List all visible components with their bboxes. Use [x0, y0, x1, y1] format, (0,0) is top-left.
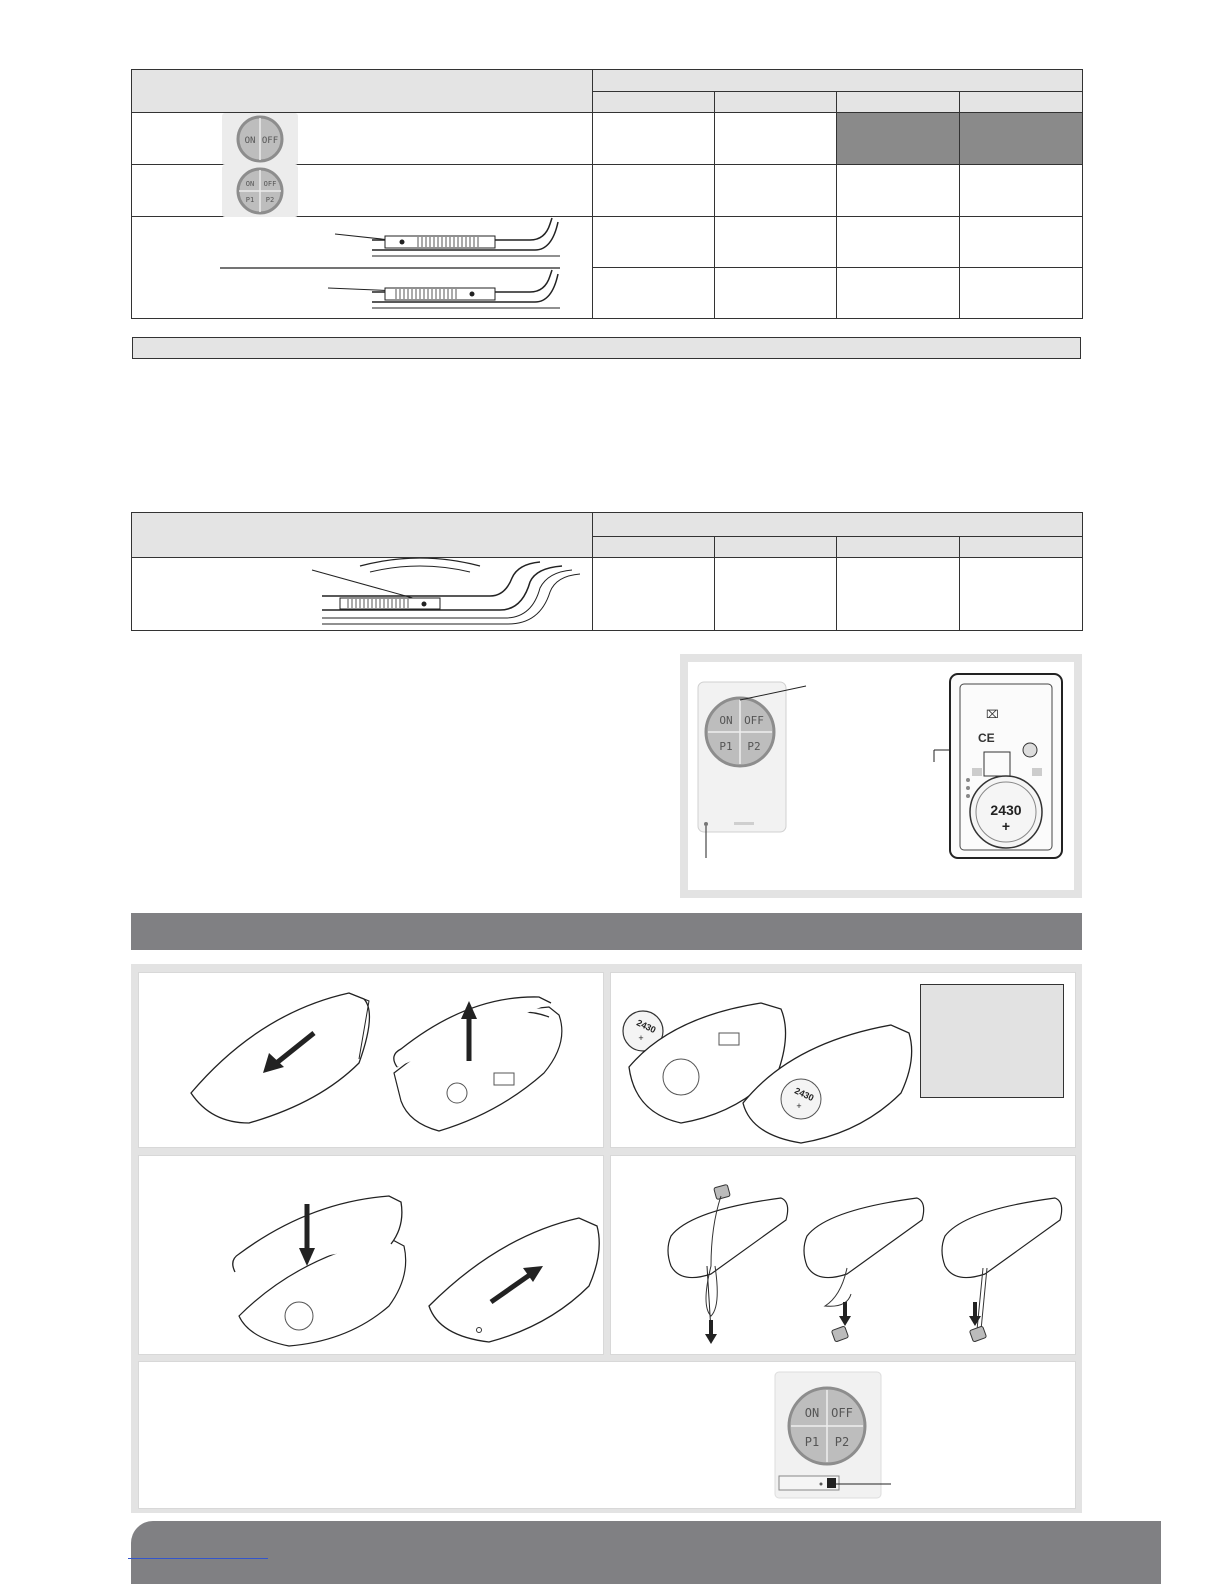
table1-cell [593, 165, 715, 217]
table2-header-left [132, 513, 593, 558]
table2-subheader-2 [715, 537, 837, 558]
table2-cell [837, 558, 960, 631]
table2-subheader-3 [837, 537, 960, 558]
table1-subheader-3 [837, 92, 960, 113]
table1-header-group [593, 70, 1083, 92]
two-button-remote-image [222, 113, 298, 165]
table1-cell [960, 268, 1083, 319]
table1-cell [715, 165, 837, 217]
table1-subheader-4 [960, 92, 1083, 113]
svg-text:ON: ON [804, 1406, 820, 1420]
table1-cell [960, 165, 1083, 217]
switch-closeup-diagram [300, 558, 590, 632]
svg-text:P1: P1 [719, 740, 733, 753]
svg-text:OFF: OFF [831, 1406, 853, 1420]
on-label: ON [244, 136, 256, 146]
note-bar [132, 337, 1081, 359]
table1-row-two-button [132, 113, 593, 165]
waste-bin-icon: ⌧ [986, 709, 999, 721]
footer-bar [131, 1521, 1161, 1584]
svg-text:P1: P1 [804, 1435, 820, 1449]
svg-text:P1: P1 [245, 196, 255, 204]
footer-link-underline[interactable] [128, 1558, 268, 1559]
table1-cell-unavailable [837, 113, 960, 165]
table2-subheader-4 [960, 537, 1083, 558]
svg-text:P2: P2 [747, 740, 761, 753]
svg-text:2430: 2430 [635, 1017, 658, 1036]
svg-text:ON: ON [245, 180, 255, 188]
remote-back-view [920, 662, 1074, 890]
svg-text:+: + [796, 1101, 802, 1111]
section-header-bar [131, 913, 1082, 950]
table2-header-group [593, 513, 1083, 537]
svg-text:2430: 2430 [793, 1085, 816, 1104]
four-button-remote-image [222, 165, 298, 217]
table1-subheader-1 [593, 92, 715, 113]
table1-cell [593, 113, 715, 165]
table1-cell [715, 268, 837, 319]
table1-subheader-2 [715, 92, 837, 113]
svg-text:P2: P2 [834, 1435, 850, 1449]
table2-subheader-1 [593, 537, 715, 558]
svg-text:P2: P2 [265, 196, 275, 204]
table1-header-left [132, 70, 593, 113]
svg-text:+: + [638, 1033, 644, 1043]
battery-note-box [920, 984, 1064, 1098]
svg-text:OFF: OFF [744, 714, 764, 727]
svg-text:ON: ON [719, 714, 733, 727]
table1-cell [593, 268, 715, 319]
table1-row-four-button [132, 165, 593, 217]
step-switch-detail [138, 1361, 1076, 1509]
table1-cell [837, 165, 960, 217]
table1-cell [593, 217, 715, 268]
remote-front-view [688, 662, 888, 890]
table2-cell [593, 558, 715, 631]
off-label: OFF [261, 136, 279, 146]
compatibility-table-2 [131, 512, 1083, 631]
table1-cell-unavailable [960, 113, 1083, 165]
ce-mark: CE [978, 731, 995, 745]
battery-label: 2430 [990, 802, 1022, 818]
table2-cell [960, 558, 1083, 631]
table1-cell [715, 217, 837, 268]
table1-cell [715, 113, 837, 165]
svg-text:OFF: OFF [263, 180, 277, 188]
step-close-cover [138, 1155, 604, 1355]
table1-cell [837, 268, 960, 319]
step-open-cover [138, 972, 604, 1148]
battery-plus: + [1001, 818, 1011, 834]
table1-cell [837, 217, 960, 268]
switch-position-diagram [200, 214, 592, 322]
table2-cell [715, 558, 837, 631]
step-attach-lanyard [610, 1155, 1076, 1355]
table1-cell [960, 217, 1083, 268]
